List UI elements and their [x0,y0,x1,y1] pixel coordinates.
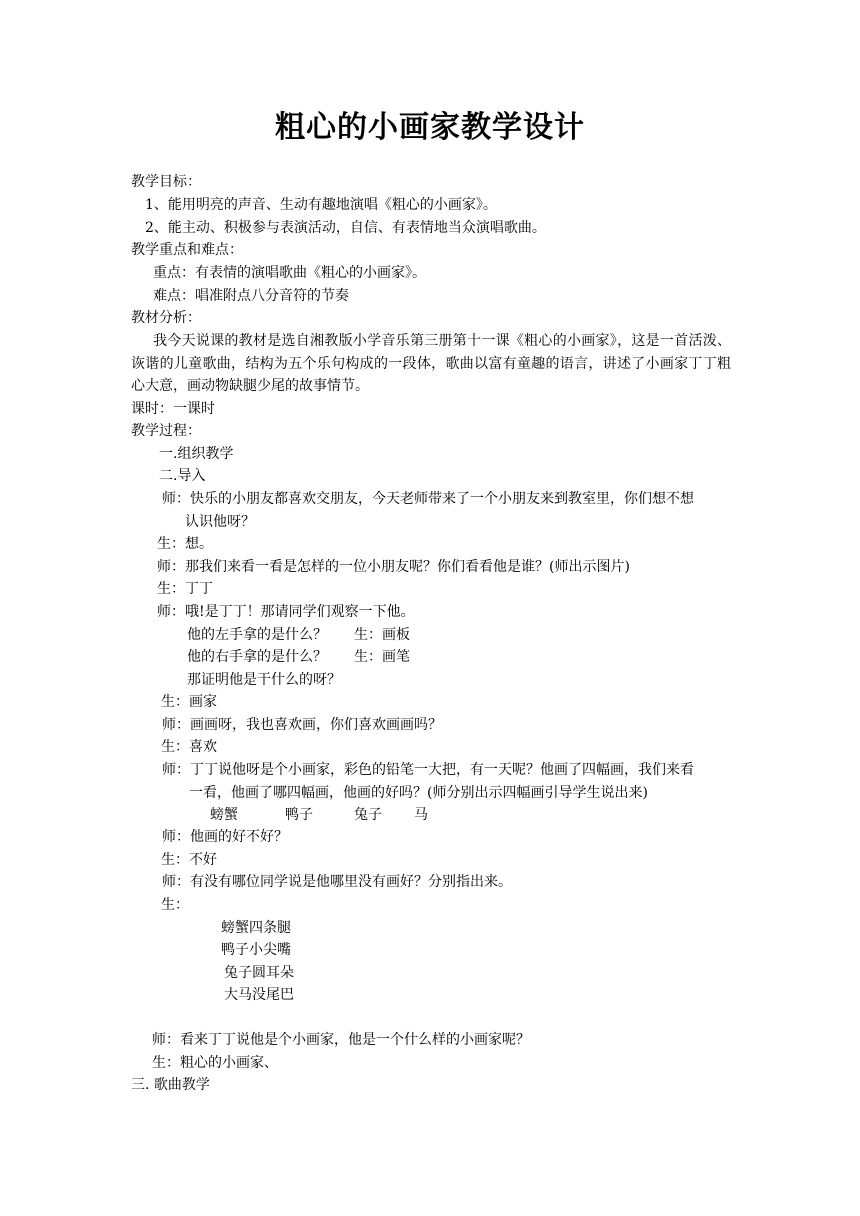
mistake-item: 螃蟹四条腿 [221,920,291,936]
document-title: 粗心的小画家教学设计 [275,110,585,145]
teacher-line-cont: 一看，他画了哪四幅画，他画的好吗？(师分别出示四幅画引导学生说出来) [189,785,648,801]
process-heading: 教学过程： [131,423,201,439]
difficult-point: 难点：唱准附点八分音符的节奏 [153,288,349,304]
student-line: 生：画家 [161,694,217,710]
student-line: 生：想。 [157,536,213,552]
analysis-heading: 教材分析： [131,310,201,326]
animal-label: 螃蟹 [210,807,238,823]
step-heading: 一.组织教学 [159,446,234,462]
mistake-item: 大马没尾巴 [224,987,294,1003]
animal-label: 马 [414,807,428,823]
student-line: 生：喜欢 [161,739,217,755]
question-line: 他的左手拿的是什么？ [187,627,327,643]
step-heading: 三. 歌曲教学 [131,1077,210,1093]
question-line: 他的右手拿的是什么？ [187,649,327,665]
teacher-line: 师：看来丁丁说他是个小画家，他是一个什么样的小画家呢？ [152,1032,530,1048]
answer-line: 生：画板 [354,627,410,643]
analysis-paragraph: 我今天说课的教材是选自湘教版小学音乐第三册第十一课《粗心的小画家》，这是一首活泼、诙谐的儿童歌曲，结构为五个乐句构成的一段体，歌曲以富有童趣的语言，讲述了小画家丁丁粗心大意，画动物缺腿少尾的故事情节。 [131,333,731,394]
class-period: 课时：一课时 [131,401,215,417]
answer-line: 生：画笔 [354,649,410,665]
teacher-line: 师：他画的好不好？ [162,829,288,845]
teacher-line: 师：快乐的小朋友都喜欢交朋友，今天老师带来了一个小朋友来到教室里，你们想不想 [162,491,694,507]
teacher-line-cont: 认识他呀？ [185,514,255,530]
teacher-line: 师：画画呀，我也喜欢画，你们喜欢画画吗？ [162,717,442,733]
mistake-item: 鸭子小尖嘴 [221,942,291,958]
teacher-line: 师：那我们来看一看是怎样的一位小朋友呢？你们看看他是谁？(师出示图片) [157,559,630,575]
animal-label: 鸭子 [285,807,313,823]
goal-item: 1、能用明亮的声音、生动有趣地演唱《粗心的小画家》。 [145,197,497,213]
goals-heading: 教学目标： [131,174,201,190]
goal-item: 2、能主动、积极参与表演活动，自信、有表情地当众演唱歌曲。 [145,220,546,236]
step-heading: 二.导入 [159,468,206,484]
mistake-item: 兔子圆耳朵 [224,965,294,981]
student-line: 生： [161,897,189,913]
key-point: 重点：有表情的演唱歌曲《粗心的小画家》。 [153,265,426,281]
student-line: 生：丁丁 [157,581,213,597]
animal-label: 兔子 [354,807,382,823]
student-line: 生：不好 [161,852,217,868]
key-points-heading: 教学重点和难点： [131,242,243,258]
teacher-line: 师：有没有哪位同学说是他哪里没有画好？分别指出来。 [162,874,512,890]
student-line: 生：粗心的小画家、 [152,1055,278,1071]
teacher-line: 师：丁丁说他呀是个小画家，彩色的铅笔一大把，有一天呢？他画了四幅画，我们来看 [162,762,694,778]
question-line: 那证明他是干什么的呀？ [187,672,341,688]
teacher-line: 师：哦!是丁丁！那请同学们观察一下他。 [157,604,415,620]
